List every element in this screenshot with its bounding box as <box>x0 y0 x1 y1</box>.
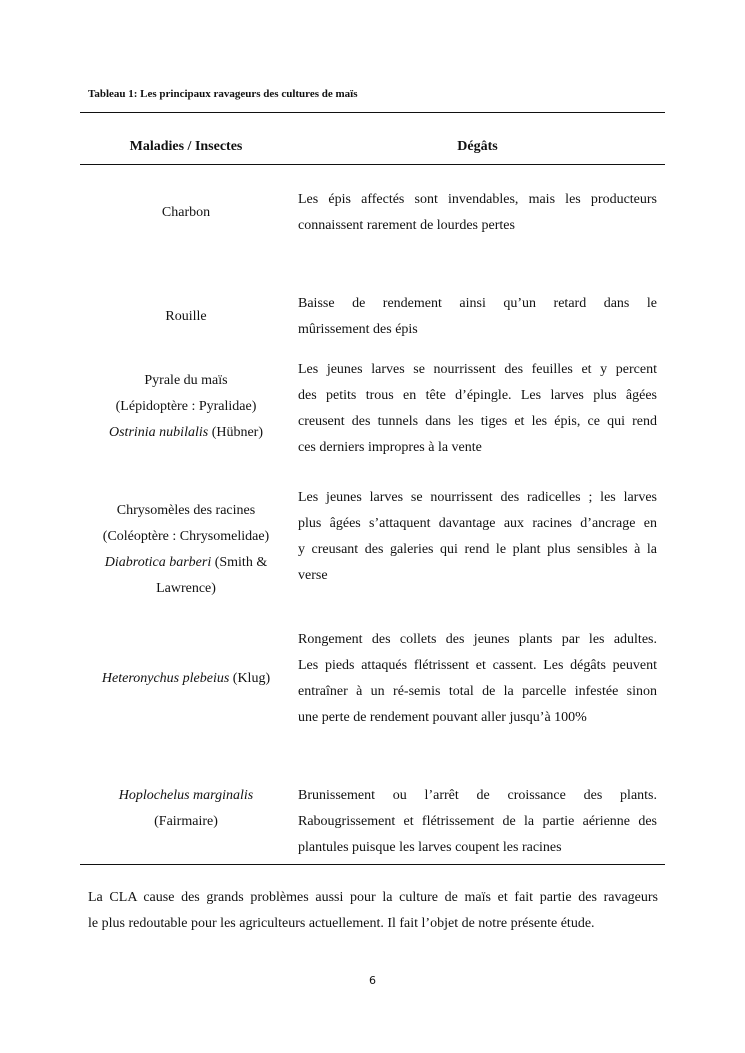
table-top-rule <box>80 112 665 113</box>
pest-name-line <box>80 783 292 809</box>
pest-name-line <box>80 394 292 420</box>
damage-line: y creusant des galeries qui rend le plant plus sensibles à la <box>298 542 657 557</box>
damage-line: Les pieds attaqués flétrissent et cassent. Les dégâts peuvent <box>298 658 657 673</box>
scientific-name: Heteronychus plebeius <box>101 671 230 686</box>
pest-name-line <box>80 200 292 226</box>
damage-line: Brunissement ou l’arrêt de croissance des plants. <box>298 788 657 803</box>
damage-line: des petits trous en tête d’épingle. Les larves plus âgées <box>298 388 657 403</box>
pest-name <box>80 200 292 226</box>
paragraph-line: La CLA cause des grands problèmes aussi pour la culture de maïs et fait partie des ravageurs <box>88 890 658 905</box>
damage-description <box>298 485 657 589</box>
pest-name-line <box>80 498 292 524</box>
pest-name <box>80 666 292 692</box>
pest-name <box>80 783 292 835</box>
name-text: (Hübner) <box>208 425 263 440</box>
pest-name-line <box>80 420 292 446</box>
scientific-name: Ostrinia nubilalis <box>109 425 209 440</box>
name-text: Lawrence) <box>156 581 216 596</box>
name-text: Pyrale du maïs <box>144 373 228 388</box>
pest-name <box>80 368 292 446</box>
damage-line: Rabougrissement et flétrissement de la partie aérienne des <box>298 814 657 829</box>
damage-line: une perte de rendement pouvant aller jusqu’à 100% <box>298 710 587 725</box>
table-caption: Tableau 1: Les principaux ravageurs des cultures de maïs <box>88 88 358 100</box>
damage-line: creusent des tunnels dans les tiges et les épis, ce qui rend <box>298 414 657 429</box>
scientific-name: Diabrotica barberi <box>104 555 212 570</box>
damage-line: Baisse de rendement ainsi qu’un retard dans le <box>298 296 657 311</box>
name-text: (Smith & <box>211 555 268 570</box>
damage-description <box>298 187 657 239</box>
scientific-name: Hoplochelus marginalis <box>118 788 254 803</box>
damage-line: connaissent rarement de lourdes pertes <box>298 218 515 233</box>
damage-line: plus âgées s’attaquent davantage aux racines d’ancrage en <box>298 516 657 531</box>
header-degats: Dégâts <box>457 139 498 154</box>
damage-line: ces derniers impropres à la vente <box>298 440 482 455</box>
damage-description <box>298 627 657 731</box>
damage-line: Les jeunes larves se nourrissent des feuilles et y percent <box>298 362 657 377</box>
damage-line: verse <box>298 568 328 583</box>
name-text: (Lépidoptère : Pyralidae) <box>115 399 257 414</box>
damage-line: Les jeunes larves se nourrissent des radicelles ; les larves <box>298 490 657 505</box>
header-rule <box>80 164 665 165</box>
damage-line: plantules puisque les larves coupent les racines <box>298 840 562 855</box>
page-number: 6 <box>369 974 376 987</box>
pest-name <box>80 498 292 602</box>
name-text: Chrysomèles des racines <box>116 503 256 518</box>
name-text: (Fairmaire) <box>154 814 218 829</box>
name-text: (Coléoptère : Chrysomelidae) <box>102 529 270 544</box>
pest-name-line <box>80 809 292 835</box>
name-text: Charbon <box>161 205 211 220</box>
damage-line: Rongement des collets des jeunes plants par les adultes. <box>298 632 657 647</box>
name-text: (Klug) <box>229 671 271 686</box>
table-bottom-rule <box>80 864 665 865</box>
damage-description <box>298 357 657 461</box>
paragraph-line: le plus redoutable pour les agriculteurs actuellement. Il fait l’objet de notre présente étude. <box>88 916 595 931</box>
damage-description <box>298 783 657 861</box>
damage-line: mûrissement des épis <box>298 322 418 337</box>
header-maladies-insectes: Maladies / Insectes <box>129 139 243 154</box>
pest-name-line <box>80 576 292 602</box>
pest-name-line <box>80 666 292 692</box>
pest-name <box>80 304 292 330</box>
name-text: Rouille <box>165 309 207 324</box>
pest-name-line <box>80 524 292 550</box>
damage-line: entraîner à un ré-semis total de la parcelle infestée sinon <box>298 684 657 699</box>
pest-name-line <box>80 550 292 576</box>
damage-line: Les épis affectés sont invendables, mais les producteurs <box>298 192 657 207</box>
body-paragraph <box>88 885 658 937</box>
pest-name-line <box>80 368 292 394</box>
damage-description <box>298 291 657 343</box>
pest-name-line <box>80 304 292 330</box>
